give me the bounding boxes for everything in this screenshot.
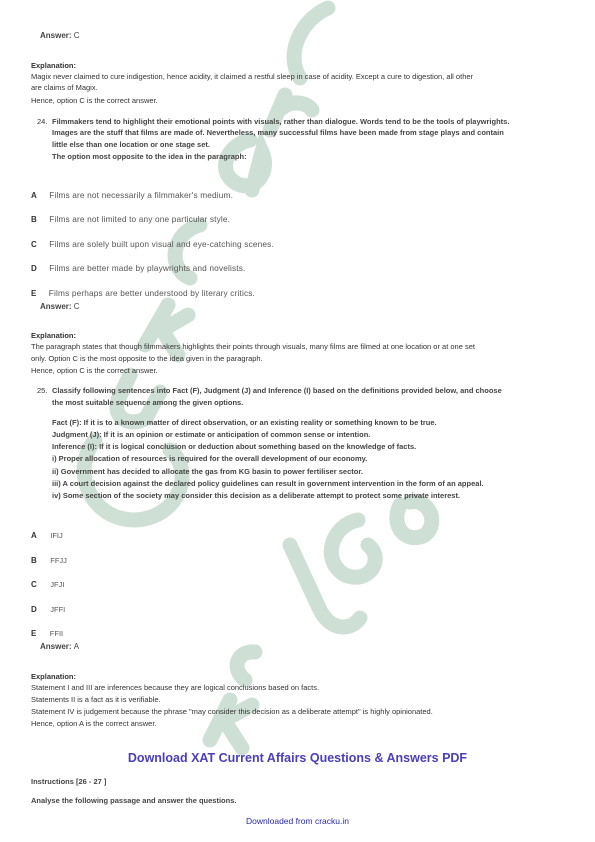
instructions-heading: Instructions [26 - 27 ]: [31, 777, 107, 786]
option-text: Films are not limited to any one particular style.: [49, 214, 231, 224]
option-d[interactable]: [31, 599, 65, 617]
statement-line: i) Proper allocation of resources is required for the overall development of our economy.: [52, 454, 368, 463]
explanation-line: only. Option C is the most opposite to the idea given in the paragraph.: [31, 354, 263, 363]
option-letter: A: [31, 531, 37, 540]
answer-value: C: [73, 302, 80, 311]
footer-link[interactable]: Downloaded from cracku.in: [246, 816, 349, 826]
instructions-text: Analyse the following passage and answer the questions.: [31, 796, 237, 805]
option-letter: D: [31, 605, 37, 614]
option-text: Films perhaps are better understood by literary critics.: [48, 288, 256, 298]
explanation-title: Explanation:: [31, 331, 77, 340]
option-text: IFIJ: [50, 531, 63, 540]
option-b[interactable]: [31, 209, 230, 227]
option-c[interactable]: [31, 234, 274, 252]
option-letter: E: [31, 629, 37, 638]
download-pdf-link[interactable]: Download XAT Current Affairs Questions & Answers PDF: [127, 751, 468, 765]
statement-line: ii) Government has decided to allocate the gas from KG basin to power fertiliser sector.: [52, 467, 363, 476]
explanation-line: Magix never claimed to cure indigestion, hence acidity, it claimed a restful sleep in case of acidity. Except a cure to digestion, all other: [31, 72, 474, 81]
question-text-line: Filmmakers tend to highlight their emotional points with visuals, rather than dialogue. Words tend to be the tools of playwrights.: [52, 117, 510, 126]
explanation-title: Explanation:: [31, 672, 77, 681]
option-text: JFFI: [50, 605, 66, 614]
option-a[interactable]: [31, 525, 63, 543]
answer-label: Answer:: [40, 31, 72, 40]
answer-block-25: [40, 642, 79, 651]
explanation-line: Statement I and III are inferences because they are logical conclusions based on facts.: [31, 683, 320, 692]
option-d[interactable]: [31, 258, 246, 276]
answer-value: C: [73, 31, 80, 40]
option-letter: C: [31, 580, 37, 589]
option-letter: A: [31, 191, 37, 200]
statement-line: iv) Some section of the society may consider this decision as a deliberate attempt to protect some private interest.: [52, 491, 461, 500]
statement-line: iii) A court decision against the declared policy guidelines can result in government intervention in the form of an appeal.: [52, 479, 484, 488]
explanation-title: Explanation:: [31, 61, 77, 70]
question-number: 24.: [37, 117, 48, 126]
option-e[interactable]: [31, 283, 255, 301]
explanation-line: Statements II is a fact as it is verifiable.: [31, 695, 161, 704]
option-text: Films are better made by playwrights and novelists.: [49, 263, 246, 273]
option-text: Films are solely built upon visual and eye-catching scenes.: [49, 239, 274, 249]
option-letter: C: [31, 240, 37, 249]
question-text-line: little else than one location or one stage set.: [52, 140, 210, 149]
option-b[interactable]: [31, 550, 67, 568]
explanation-line: Hence, option C is the correct answer.: [31, 366, 158, 375]
option-letter: B: [31, 215, 37, 224]
answer-block-24: [40, 302, 80, 311]
explanation-line: The paragraph states that though filmmakers highlights their points through visuals, many films are filmed at one location or at one set: [31, 342, 475, 351]
definition-line: Fact (F): If it is to a known matter of direct observation, or an existing reality or something known to be true.: [52, 418, 437, 427]
option-text: JFJI: [50, 580, 65, 589]
definition-line: Inference (I): If it is logical conclusion or deduction about something based on the knowledge of facts.: [52, 442, 417, 451]
question-text-line: Classify following sentences into Fact (F), Judgment (J) and Inference (I) based on the definitions provided below, and choose: [52, 386, 502, 395]
explanation-line: are claims of Magix.: [31, 83, 98, 92]
question-text-line: the most suitable sequence among the given options.: [52, 398, 244, 407]
answer-label: Answer:: [40, 302, 72, 311]
question-text-line: Images are the stuff that films are made of. Nevertheless, many successful films have been made from stage plays and contain: [52, 128, 504, 137]
question-text-line: The option most opposite to the idea in the paragraph:: [52, 152, 247, 161]
definition-line: Judgment (J): If it is an opinion or estimate or anticipation of common sense or intention.: [52, 430, 371, 439]
option-e[interactable]: [31, 623, 63, 641]
answer-value: A: [73, 642, 80, 651]
explanation-line: Hence, option A is the correct answer.: [31, 719, 157, 728]
option-letter: E: [31, 289, 37, 298]
option-a[interactable]: [31, 185, 233, 203]
answer-block-1: [40, 31, 80, 40]
question-number: 25.: [37, 386, 48, 395]
answer-label: Answer:: [40, 642, 72, 651]
explanation-line: Statement IV is judgement because the phrase "may consider this decision as a deliberate attempt" is highly opinionated.: [31, 707, 433, 716]
option-text: Films are not necessarily a filmmaker's medium.: [49, 190, 234, 200]
option-text: FFII: [49, 629, 64, 638]
option-c[interactable]: [31, 574, 64, 592]
option-text: FFJJ: [50, 556, 67, 565]
option-letter: D: [31, 264, 37, 273]
explanation-line: Hence, option C is the correct answer.: [31, 96, 158, 105]
option-letter: B: [31, 556, 37, 565]
